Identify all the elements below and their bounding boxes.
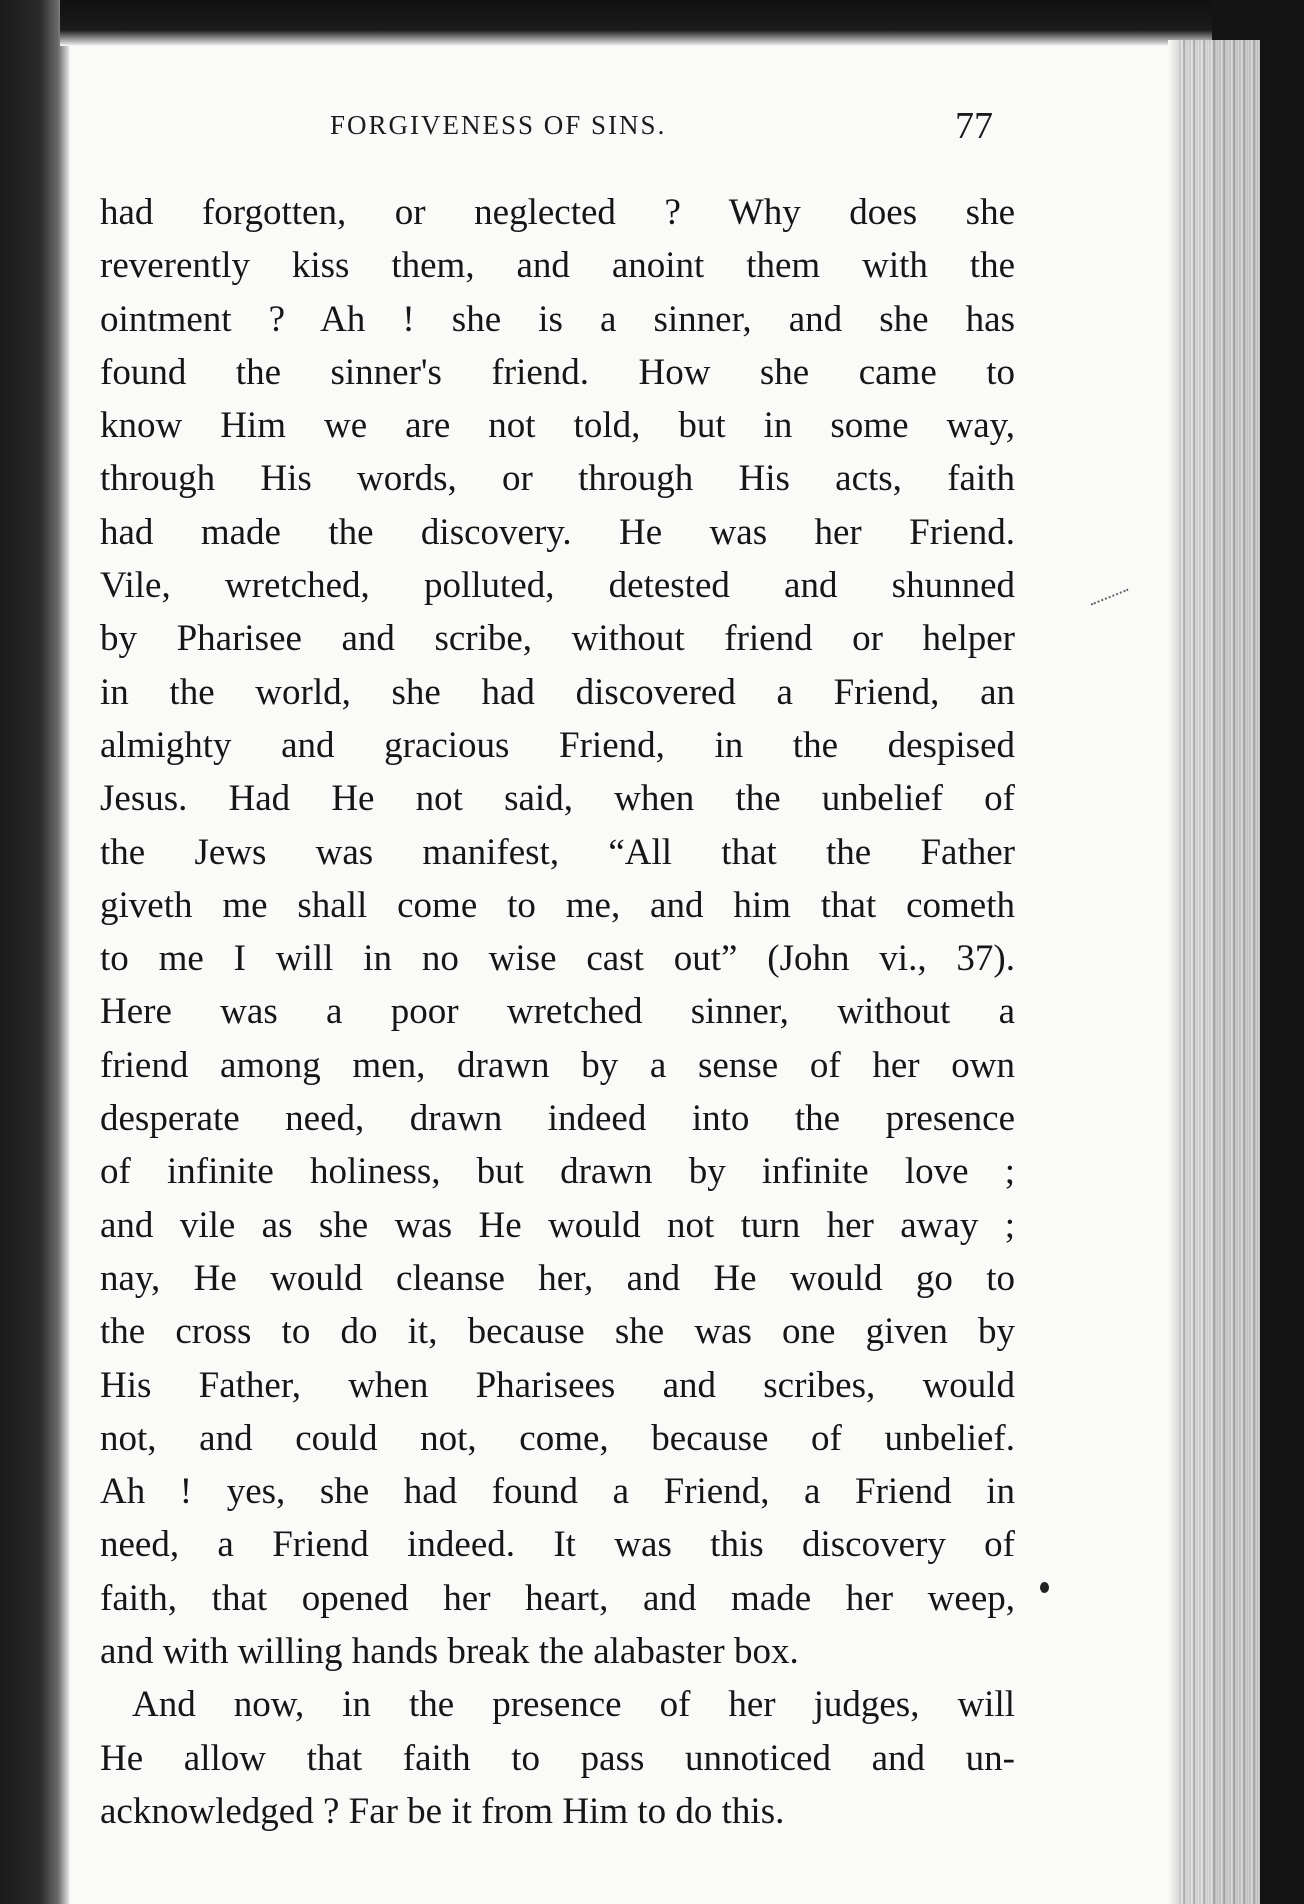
text-line: Ah ! yes, she had found a Friend, a Friend in [100, 1471, 1015, 1513]
text-line: giveth me shall come to me, and him that cometh [100, 884, 1015, 926]
text-line: reverently kiss them, and anoint them with the [100, 245, 1015, 287]
top-dark-edge [60, 0, 1220, 46]
text-line: and with willing hands break the alabaster box. [100, 1631, 799, 1673]
text-line: desperate need, drawn indeed into the presence [100, 1098, 1015, 1140]
text-line: not, and could not, come, because of unbelief. [100, 1417, 1015, 1459]
book-page [70, 46, 1168, 1904]
text-line: He allow that faith to pass unnoticed and un- [100, 1737, 1015, 1779]
text-line: the Jews was manifest, “All that the Father [100, 831, 1015, 873]
running-title: FORGIVENESS OF SINS. [330, 110, 667, 140]
text-line: found the sinner's friend. How she came to [100, 351, 1015, 393]
text-line: to me I will in no wise cast out” (John vi., 37). [100, 938, 1015, 980]
text-line: by Pharisee and scribe, without friend or helper [100, 618, 1015, 660]
running-head [70, 104, 1010, 154]
text-line: And now, in the presence of her judges, will [132, 1684, 1015, 1726]
text-line: Vile, wretched, polluted, detested and shunned [100, 565, 1015, 607]
text-line: ointment ? Ah ! she is a sinner, and she has [100, 298, 1015, 340]
text-line: in the world, she had discovered a Friend, an [100, 671, 1015, 713]
text-line: and vile as she was He would not turn her away ; [100, 1204, 1015, 1246]
text-line: know Him we are not told, but in some way, [100, 405, 1015, 447]
text-line: had made the discovery. He was her Friend. [100, 511, 1015, 553]
text-line: need, a Friend indeed. It was this discovery of [100, 1524, 1015, 1566]
text-line: acknowledged ? Far be it from Him to do this. [100, 1790, 785, 1832]
text-line: nay, He would cleanse her, and He would go to [100, 1257, 1015, 1299]
text-line: Here was a poor wretched sinner, without a [100, 991, 1015, 1033]
text-line: Jesus. Had He not said, when the unbelief of [100, 778, 1015, 820]
text-line: faith, that opened her heart, and made her weep, [100, 1577, 1015, 1619]
text-line: of infinite holiness, but drawn by infinite love ; [100, 1151, 1015, 1193]
paragraph-2 [100, 1678, 1015, 1838]
page-number: 77 [955, 105, 993, 147]
paragraph-1 [100, 186, 1015, 1678]
text-line: His Father, when Pharisees and scribes, would [100, 1364, 1015, 1406]
body-text [100, 186, 1015, 1838]
book-spine-shadow [0, 0, 70, 1904]
text-line: friend among men, drawn by a sense of her own [100, 1044, 1015, 1086]
stacked-page-edges [1178, 40, 1260, 1904]
text-line: the cross to do it, because she was one given by [100, 1311, 1015, 1353]
text-line: almighty and gracious Friend, in the despised [100, 724, 1015, 766]
text-line: through His words, or through His acts, faith [100, 458, 1015, 500]
ink-speck [1040, 1582, 1049, 1593]
text-line: had forgotten, or neglected ? Why does she [100, 192, 1015, 233]
